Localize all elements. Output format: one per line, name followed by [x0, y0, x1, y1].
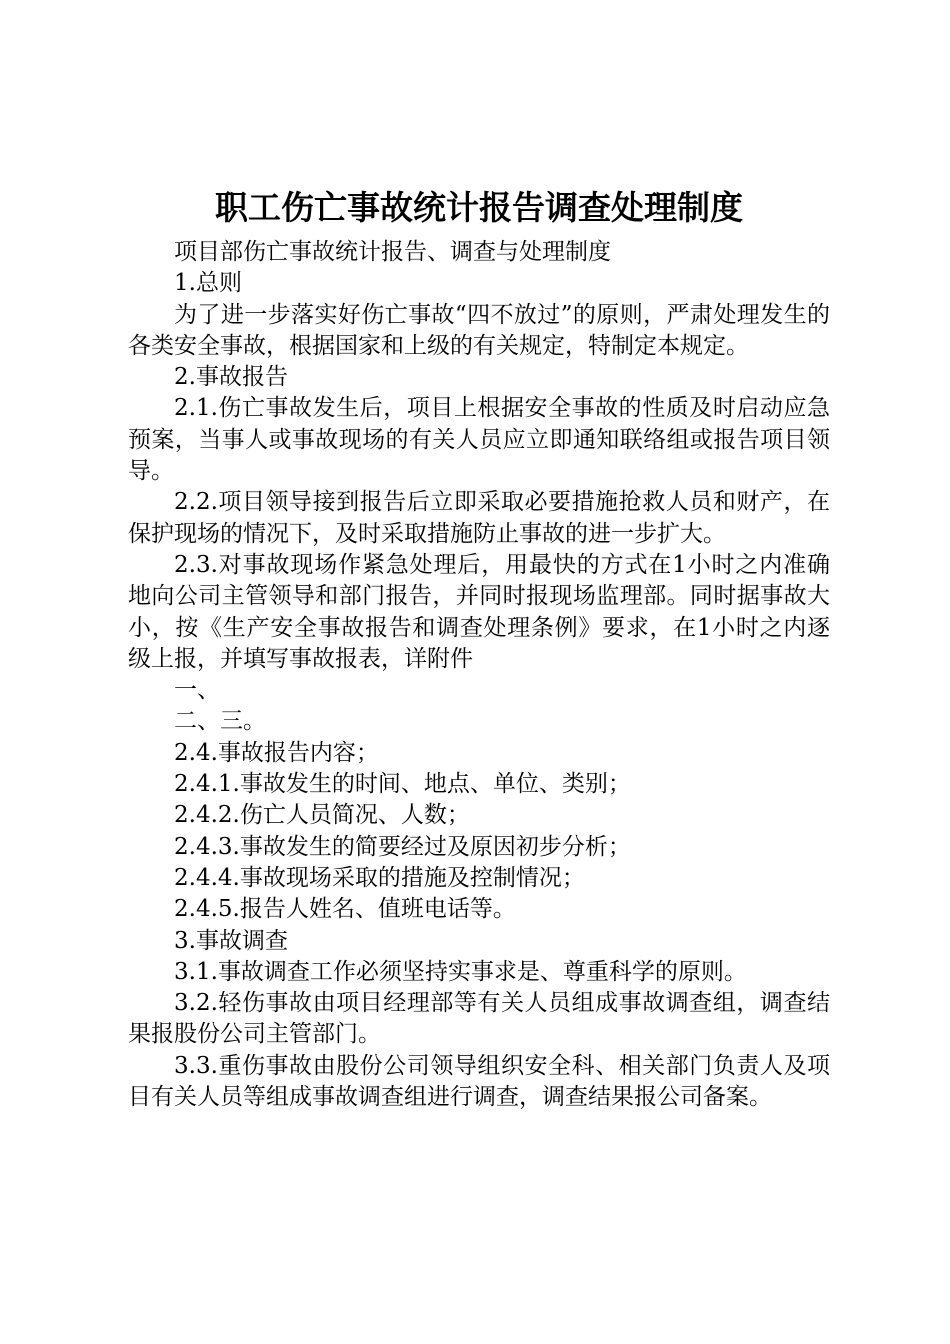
subtitle-paragraph: 项目部伤亡事故统计报告、调查与处理制度	[174, 239, 611, 265]
document-title: 职工伤亡事故统计报告调查处理制度	[215, 188, 743, 227]
body-paragraph: 为了进一步落实好伤亡事故“四不放过”的原则，严肃处理发生的各类安全事故，根据国家和上级的有关规定，特制定本规定。	[128, 301, 830, 359]
list-item: 2.4.5.报告人姓名、值班电话等。	[174, 896, 516, 923]
list-item: 2.4.3.事故发生的简要经过及原因初步分析；	[174, 833, 631, 860]
body-paragraph: 2.3.对事故现场作紧急处理后，用最快的方式在1小时之内准确地向公司主管领导和部门报告，并同时报现场监理部。同时据事故大小，按《生产安全事故报告和调查处理条例》要求，在1小时之内逐级上报，并填写事故报表，详附件	[128, 551, 830, 672]
document-body	[128, 237, 830, 1113]
section-heading-general: 1.总则	[174, 270, 242, 297]
section-heading-investigation: 3.事故调查	[174, 927, 288, 954]
body-paragraph: 2.2.项目领导接到报告后立即采取必要措施抢救人员和财产，在保护现场的情况下，及时采取措施防止事故的进一步扩大。	[128, 489, 830, 547]
body-paragraph: 2.1.伤亡事故发生后，项目上根据安全事故的性质及时启动应急预案，当事人或事故现场的有关人员应立即通知联络组或报告项目领导。	[128, 395, 830, 485]
section-heading-report: 2.事故报告	[174, 364, 288, 391]
body-paragraph: 3.3.重伤事故由股份公司领导组织安全科、相关部门负责人及项目有关人员等组成事故调查组进行调查，调查结果报公司备案。	[128, 1052, 830, 1111]
list-item: 2.4.4.事故现场采取的措施及控制情况；	[174, 864, 585, 891]
list-item: 2.4.1.事故发生的时间、地点、单位、类别；	[174, 771, 631, 798]
list-item: 2.4.2.伤亡人员简况、人数；	[174, 802, 470, 829]
document-page	[128, 185, 830, 1113]
list-heading: 2.4.事故报告内容；	[174, 739, 379, 766]
body-paragraph: 二、三。	[174, 708, 266, 735]
body-paragraph: 3.1.事故调查工作必须坚持实事求是、尊重科学的原则。	[174, 958, 747, 985]
body-paragraph: 一、	[174, 677, 220, 704]
body-paragraph: 3.2.轻伤事故由项目经理部等有关人员组成事故调查组，调查结果报股份公司主管部门。	[128, 990, 830, 1048]
